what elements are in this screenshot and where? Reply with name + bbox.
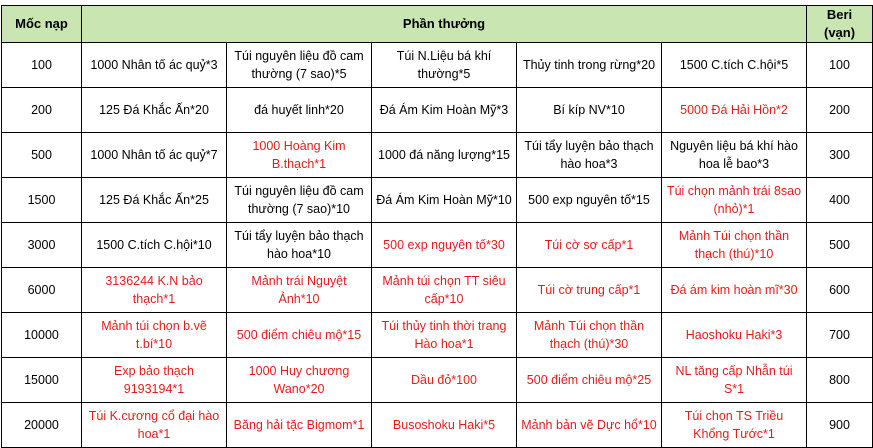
- reward-cell[interactable]: Busoshoku Haki*5: [372, 403, 517, 448]
- reward-cell[interactable]: 1000 Nhân tố ác quỷ*7: [82, 133, 227, 178]
- table-header: [2, 6, 873, 43]
- reward-cell[interactable]: 3136244 K.N bảo thạch*1: [82, 268, 227, 313]
- table-row: [2, 88, 873, 133]
- reward-cell[interactable]: Túi tẩy luyện bảo thạch hào hoa*3: [517, 133, 662, 178]
- reward-cell[interactable]: Túi thủy tinh thời trang Hào hoa*1: [372, 313, 517, 358]
- beri-cell[interactable]: 500: [807, 223, 873, 268]
- reward-cell[interactable]: Mảnh túi chọn b.vẽ t.bí*10: [82, 313, 227, 358]
- reward-cell[interactable]: Túi cờ trung cấp*1: [517, 268, 662, 313]
- moc-nap-cell[interactable]: 1500: [2, 178, 82, 223]
- reward-cell[interactable]: Túi cờ sơ cấp*1: [517, 223, 662, 268]
- reward-cell[interactable]: 1500 C.tích C.hội*10: [82, 223, 227, 268]
- reward-cell[interactable]: Băng hải tặc Bigmom*1: [227, 403, 372, 448]
- reward-cell[interactable]: 125 Đá Khắc Ấn*25: [82, 178, 227, 223]
- reward-cell[interactable]: Mảnh trái Nguyệt Ảnh*10: [227, 268, 372, 313]
- header-moc-nap: Mốc nạp: [2, 6, 82, 43]
- reward-cell[interactable]: 500 exp nguyên tố*15: [517, 178, 662, 223]
- moc-nap-cell[interactable]: 10000: [2, 313, 82, 358]
- reward-cell[interactable]: Đá Ám Kim Hoàn Mỹ*10: [372, 178, 517, 223]
- reward-cell[interactable]: 125 Đá Khắc Ấn*20: [82, 88, 227, 133]
- table-row: [2, 133, 873, 178]
- reward-cell[interactable]: đá huyết linh*20: [227, 88, 372, 133]
- beri-cell[interactable]: 600: [807, 268, 873, 313]
- moc-nap-cell[interactable]: 15000: [2, 358, 82, 403]
- beri-cell[interactable]: 800: [807, 358, 873, 403]
- reward-cell[interactable]: Đá Ám Kim Hoàn Mỹ*3: [372, 88, 517, 133]
- reward-cell[interactable]: NL tăng cấp Nhẫn túi S*1: [662, 358, 807, 403]
- reward-cell[interactable]: 1000 Hoàng Kim B.thạch*1: [227, 133, 372, 178]
- moc-nap-cell[interactable]: 20000: [2, 403, 82, 448]
- table-row: [2, 223, 873, 268]
- reward-cell[interactable]: Túi nguyên liệu đồ cam thường (7 sao)*5: [227, 43, 372, 88]
- beri-cell[interactable]: 200: [807, 88, 873, 133]
- reward-cell[interactable]: Túi chọn mảnh trái 8sao (nhỏ)*1: [662, 178, 807, 223]
- reward-cell[interactable]: Mảnh bản vẽ Dực hổ*10: [517, 403, 662, 448]
- reward-cell[interactable]: 500 điểm chiêu mộ*15: [227, 313, 372, 358]
- moc-nap-cell[interactable]: 3000: [2, 223, 82, 268]
- reward-cell[interactable]: Túi nguyên liệu đồ cam thường (7 sao)*10: [227, 178, 372, 223]
- table-row: [2, 268, 873, 313]
- reward-cell[interactable]: Exp bảo thạch 9193194*1: [82, 358, 227, 403]
- reward-cell[interactable]: 1500 C.tích C.hội*5: [662, 43, 807, 88]
- moc-nap-cell[interactable]: 200: [2, 88, 82, 133]
- reward-cell[interactable]: 1000 đá năng lượng*15: [372, 133, 517, 178]
- table-row: [2, 178, 873, 223]
- header-phan-thuong: Phần thưởng: [82, 6, 807, 43]
- reward-cell[interactable]: Túi K.cương cổ đại hào hoa*1: [82, 403, 227, 448]
- reward-cell[interactable]: 5000 Đá Hải Hồn*2: [662, 88, 807, 133]
- table-row: [2, 43, 873, 88]
- reward-cell[interactable]: 500 điểm chiêu mộ*25: [517, 358, 662, 403]
- table-row: [2, 358, 873, 403]
- reward-cell[interactable]: Túi N.Liệu bá khí thường*5: [372, 43, 517, 88]
- reward-cell[interactable]: Haoshoku Haki*3: [662, 313, 807, 358]
- reward-cell[interactable]: 500 exp nguyên tố*30: [372, 223, 517, 268]
- reward-cell[interactable]: Mảnh Túi chọn thần thạch (thú)*30: [517, 313, 662, 358]
- header-beri: Beri (vạn): [807, 6, 873, 43]
- reward-cell[interactable]: Mảnh Túi chọn thần thạch (thú)*10: [662, 223, 807, 268]
- reward-cell[interactable]: Đá ám kim hoàn mĩ*30: [662, 268, 807, 313]
- reward-cell[interactable]: 1000 Huy chương Wano*20: [227, 358, 372, 403]
- reward-cell[interactable]: Mảnh túi chọn TT siêu cấp*10: [372, 268, 517, 313]
- table-row: [2, 313, 873, 358]
- beri-cell[interactable]: 400: [807, 178, 873, 223]
- reward-cell[interactable]: Bí kíp NV*10: [517, 88, 662, 133]
- reward-cell[interactable]: 1000 Nhân tố ác quỷ*3: [82, 43, 227, 88]
- reward-cell[interactable]: Túi tẩy luyện bảo thạch hào hoa*10: [227, 223, 372, 268]
- reward-cell[interactable]: Túi chọn TS Triều Khổng Tước*1: [662, 403, 807, 448]
- moc-nap-cell[interactable]: 500: [2, 133, 82, 178]
- reward-cell[interactable]: Nguyên liệu bá khí hào hoa lễ bao*3: [662, 133, 807, 178]
- reward-table: [1, 5, 873, 448]
- reward-cell[interactable]: Thủy tinh trong rừng*20: [517, 43, 662, 88]
- table-body: [2, 43, 873, 448]
- table-row: [2, 403, 873, 448]
- moc-nap-cell[interactable]: 6000: [2, 268, 82, 313]
- beri-cell[interactable]: 100: [807, 43, 873, 88]
- reward-cell[interactable]: Dầu đỏ*100: [372, 358, 517, 403]
- moc-nap-cell[interactable]: 100: [2, 43, 82, 88]
- beri-cell[interactable]: 900: [807, 403, 873, 448]
- beri-cell[interactable]: 700: [807, 313, 873, 358]
- beri-cell[interactable]: 300: [807, 133, 873, 178]
